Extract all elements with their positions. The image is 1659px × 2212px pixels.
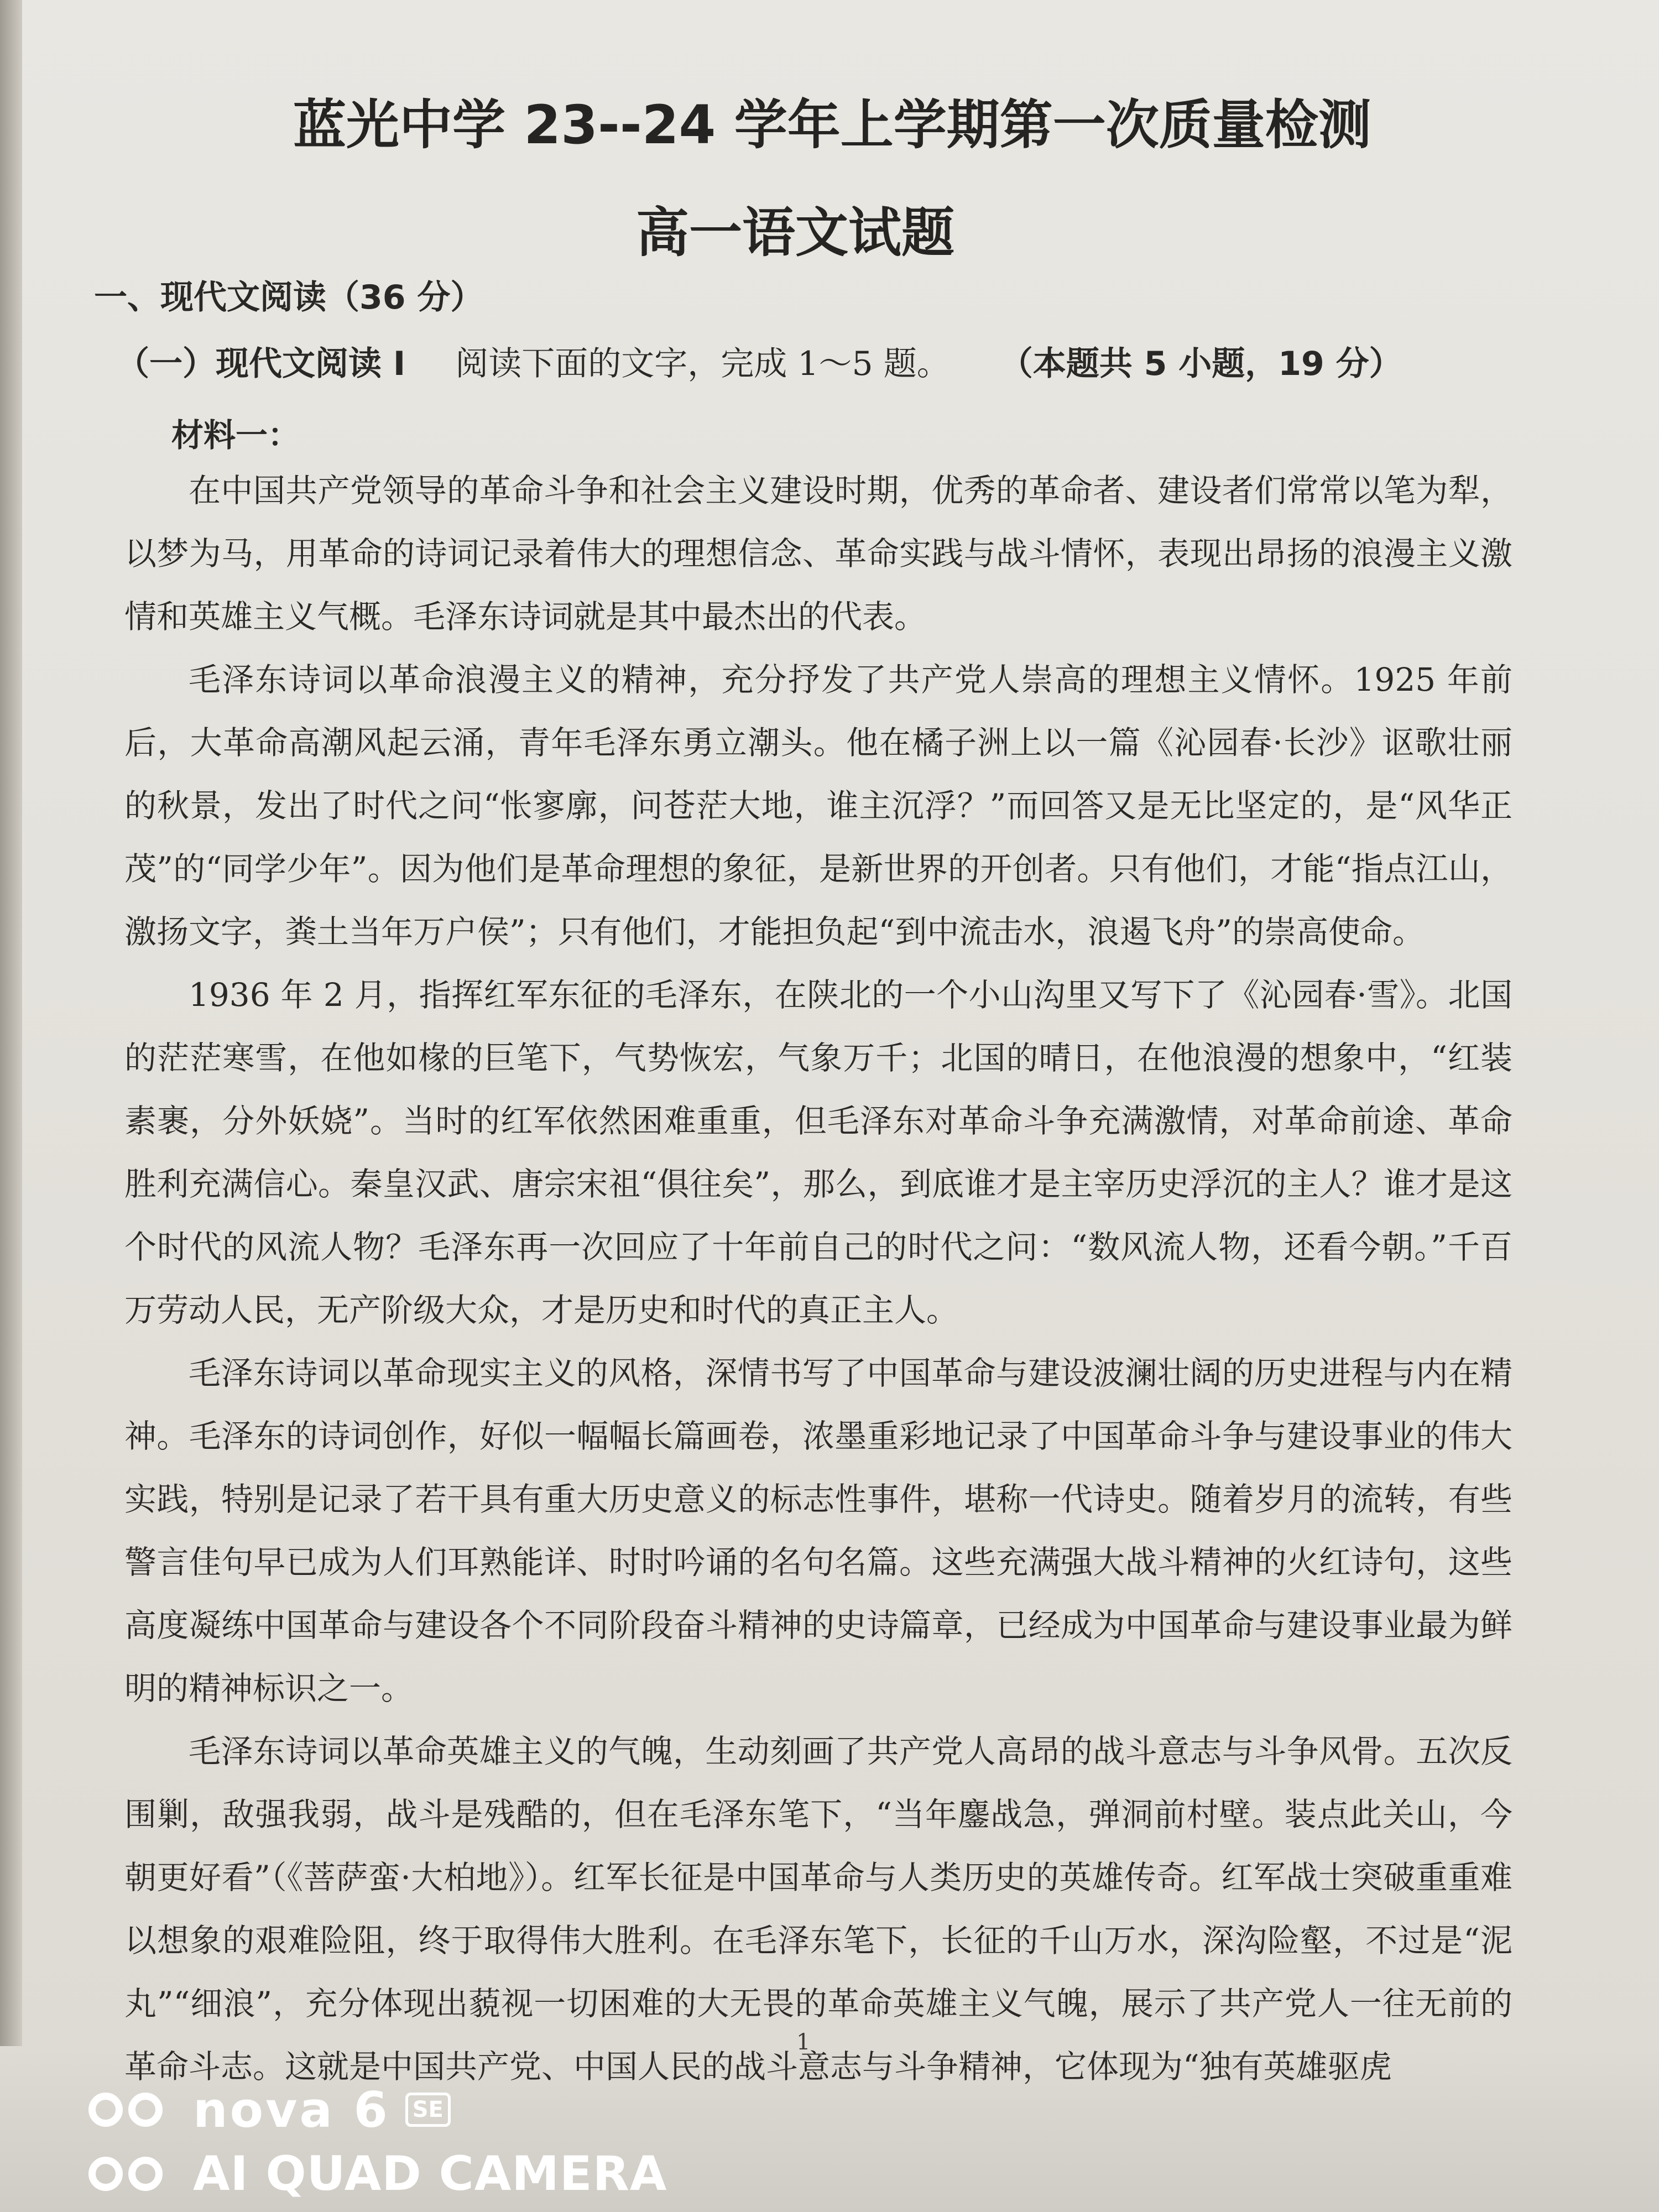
camera-lens-icon: [88, 2157, 163, 2191]
passage-paragraph: 1936 年 2 月，指挥红军东征的毛泽东，在陕北的一个小山沟里又写下了《沁园春·雪》。北国的茫茫寒雪，在他如椽的巨笔下，气势恢宏，气象万千；北国的晴日，在他浪漫的想象中，“红装素裹，分外妖娆”。当时的红军依然困难重重，但毛泽东对革命斗争充满激情，对革命前途、革命胜利充满信心。秦皇汉武、唐宗宋祖“俱往矣”，那么，到底谁才是主宰历史浮沉的主人？谁才是这个时代的风流人物？毛泽东再一次回应了十年前自己的时代之问：“数风流人物，还看今朝。”千百万劳动人民，无产阶级大众，才是历史和时代的真正主人。: [124, 976, 1512, 1329]
subsection-label: （一）现代文阅读 I: [116, 345, 406, 383]
exam-subject-title: 高一语文试题: [636, 202, 954, 264]
watermark-badge: SE: [405, 2093, 451, 2127]
camera-lens-icon: [88, 2093, 163, 2127]
section-heading: 一、现代文阅读（36 分）: [94, 278, 484, 317]
page-left-edge: [0, 0, 22, 2212]
passage-body: [124, 459, 1512, 2098]
passage-paragraph: 毛泽东诗词以革命现实主义的风格，深情书写了中国革命与建设波澜壮阔的历史进程与内在精神。毛泽东的诗词创作，好似一幅幅长篇画卷，浓墨重彩地记录了中国革命斗争与建设事业的伟大实践，特别是记录了若干具有重大历史意义的标志性事件，堪称一代诗史。随着岁月的流转，有些警言佳句早已成为人们耳熟能详、时时吟诵的名句名篇。这些充满强大战斗精神的火红诗句，这些高度凝练中国革命与建设各个不同阶段奋斗精神的史诗篇章，已经成为中国革命与建设事业最为鲜明的精神标识之一。: [124, 1354, 1512, 1707]
score-note: （本题共 5 小题，19 分）: [999, 345, 1402, 383]
camera-watermark: [88, 2079, 667, 2204]
exam-title: 蓝光中学 23--24 学年上学期第一次质量检测: [293, 94, 1371, 156]
material-label: 材料一：: [171, 416, 300, 454]
reading-instruction: 阅读下面的文字，完成 1～5 题。: [455, 345, 950, 383]
passage-paragraph: 毛泽东诗词以革命浪漫主义的精神，充分抒发了共产党人崇高的理想主义情怀。1925 年前后，大革命高潮风起云涌，青年毛泽东勇立潮头。他在橘子洲上以一篇《沁园春·长沙》讴歌壮丽的秋景，发出了时代之问“怅寥廓，问苍茫大地，谁主沉浮？”而回答又是无比坚定的，是“风华正茂”的“同学少年”。因为他们是革命理想的象征，是新世界的开创者。只有他们，才能“指点江山，激扬文字，粪土当年万户侯”；只有他们，才能担负起“到中流击水，浪遏飞舟”的崇高使命。: [124, 661, 1512, 951]
passage-paragraph: 毛泽东诗词以革命英雄主义的气魄，生动刻画了共产党人高昂的战斗意志与斗争风骨。五次反围剿，敌强我弱，战斗是残酷的，但在毛泽东笔下，“当年鏖战急，弹洞前村壁。装点此关山，今朝更好看”（《菩萨蛮·大柏地》）。红军长征是中国革命与人类历史的英雄传奇。红军战士突破重重难以想象的艰难险阻，终于取得伟大胜利。在毛泽东笔下，长征的千山万水，深沟险壑，不过是“泥丸”“细浪”，充分体现出藐视一切困难的大无畏的革命英雄主义气魄，展示了共产党人一往无前的革命斗志。这就是中国共产党、中国人民的战斗意志与斗争精神，它体现为“独有英雄驱虎: [124, 1733, 1512, 2085]
page-number: 1: [796, 2030, 811, 2055]
subsection-line: [116, 337, 1402, 385]
passage-paragraph: 在中国共产党领导的革命斗争和社会主义建设时期，优秀的革命者、建设者们常常以笔为犁，以梦为马，用革命的诗词记录着伟大的理想信念、革命实践与战斗情怀，表现出昂扬的浪漫主义激情和英雄主义气概。毛泽东诗词就是其中最杰出的代表。: [124, 472, 1512, 635]
watermark-caption: AI QUAD CAMERA: [193, 2146, 667, 2201]
watermark-brand: nova 6: [193, 2081, 390, 2138]
